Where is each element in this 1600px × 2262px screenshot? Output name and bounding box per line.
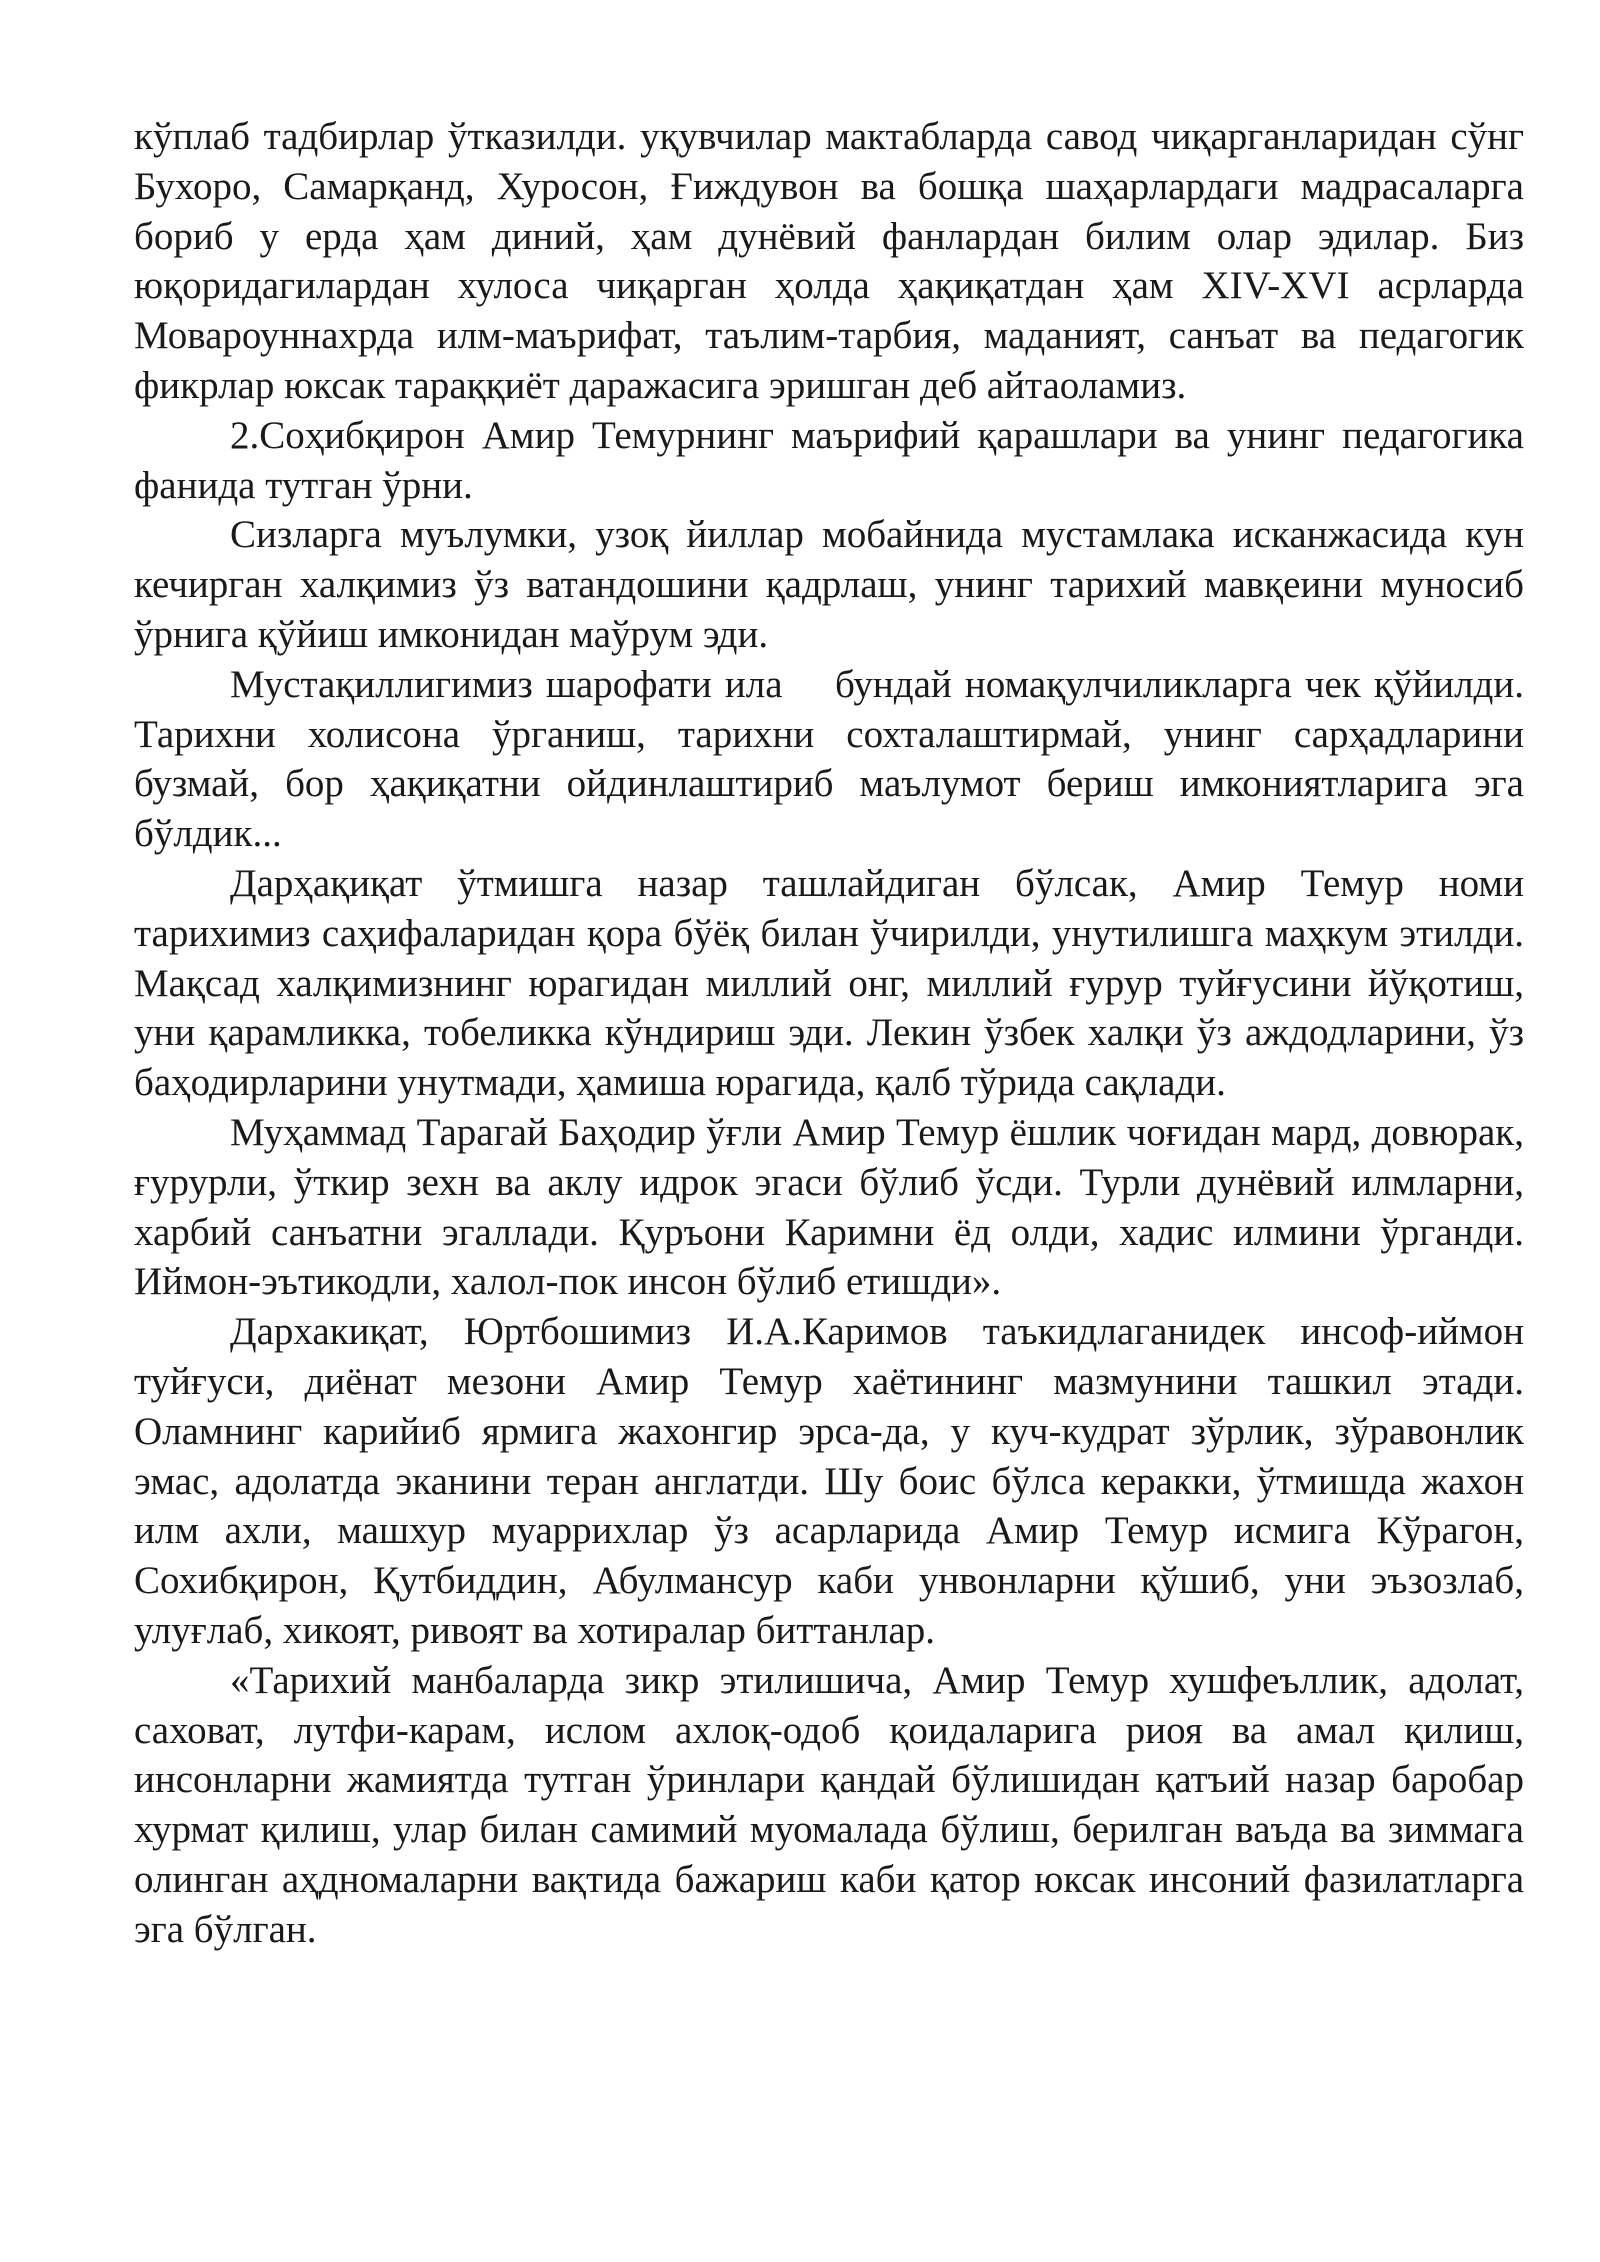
paragraph-4: Мустақиллигимиз шарофати ила бундай номақулчиликларга чек қўйилди. Тарихни холисона ўрганиш, тарихни сохталаштирмай, унинг сарҳадларини бузмай, бор ҳақиқатни ойдинлаштириб маълумот бериш имкониятларига эга бўлдик... bbox=[134, 662, 1534, 856]
paragraph-5: Дарҳақиқат ўтмишга назар ташлайдиган бўлсак, Амир Темур номи тарихимиз саҳифаларидан қора бўёқ билан ўчирилди, унутилишга маҳкум этилди. Мақсад халқимизнинг юрагидан миллий онг, миллий ғурур туйғусини йўқотиш, уни қарамликка, тобеликка кўндириш эди. Лекин ўзбек халқи ўз аждодларини, ўз баҳодирларини унутмади, ҳамиша юрагида, қалб тўрида сақлади. bbox=[134, 861, 1524, 1105]
paragraph-1: кўплаб тадбирлар ўтказилди. уқувчилар мактабларда савод чиқарганларидан сўнг Бухоро, Самарқанд, Хуросон, Ғиждувон ва бошқа шаҳарлардаги мадрасаларга бориб у ерда ҳам диний, ҳам дунёвий фанлардан билим олар эдилар. Биз юқоридагилардан хулоса чиқарган ҳолда ҳақиқатдан ҳам XIV-XVI асрларда Мовароуннахрда илм-маърифат, таълим-тарбия, маданият, санъат ва педагогик фикрлар юксак тараққиёт даражасига эришган деб айтаоламиз. bbox=[134, 115, 1524, 407]
paragraph-3: Сизларга муълумки, узоқ йиллар мобайнида мустамлака исканжасида кун кечирган халқимиз ўз ватандошини қадрлаш, унинг тарихий мавқеини муносиб ўрнига қўйиш имконидан маўрум эди. bbox=[134, 513, 1524, 656]
document-page bbox=[134, 112, 1534, 1954]
paragraph-7: Дархакиқат, Юртбошимиз И.А.Каримов таъкидлаганидек инсоф-иймон туйғуси, диёнат мезони Амир Темур хаётининг мазмунини ташкил этади. Оламнинг карийиб ярмига жахонгир эрса-да, у куч-кудрат зўрлик, зўравонлик эмас, адолатда эканини теран англатди. Шу боис бўлса керакки, ўтмишда жахон илм ахли, машхур муаррихлар ўз асарларида Амир Темур исмига Кўрагон, Сохибқирон, Қутбиддин, Абулмансур каби унвонларни қўшиб, уни эъзозлаб, улуғлаб, хикоят, ривоят ва хотиралар биттанлар. bbox=[134, 1310, 1524, 1652]
paragraph-6: Муҳаммад Тарагай Баҳодир ўғли Амир Темур ёшлик чоғидан мард, довюрак, ғурурли, ўткир зехн ва аклу идрок эгаси бўлиб ўсди. Турли дунёвий илмларни, харбий санъатни эгаллади. Қуръони Каримни ёд олди, хадис илмини ўрганди. Иймон-эътикодли, халол-пок инсон бўлиб етишди». bbox=[134, 1110, 1524, 1304]
paragraph-8: «Тарихий манбаларда зикр этилишича, Амир Темур хушфеъллик, адолат, саховат, лутфи-карам, ислом ахлоқ-одоб қоидаларига риоя ва амал қилиш, инсонларни жамиятда тутган ўринлари қандай бўлишидан қатъий назар баробар хурмат қилиш, улар билан самимий муомалада бўлиш, берилган ваъда ва зиммага олинган аҳдномаларни вақтида бажариш каби қатор юксак инсоний фазилатларга эга бўлган. bbox=[134, 1658, 1524, 1951]
paragraph-2-heading: 2.Соҳибқирон Амир Темурнинг маърифий қарашлари ва унинг педагогика фанида тутган ўрни. bbox=[134, 413, 1524, 507]
